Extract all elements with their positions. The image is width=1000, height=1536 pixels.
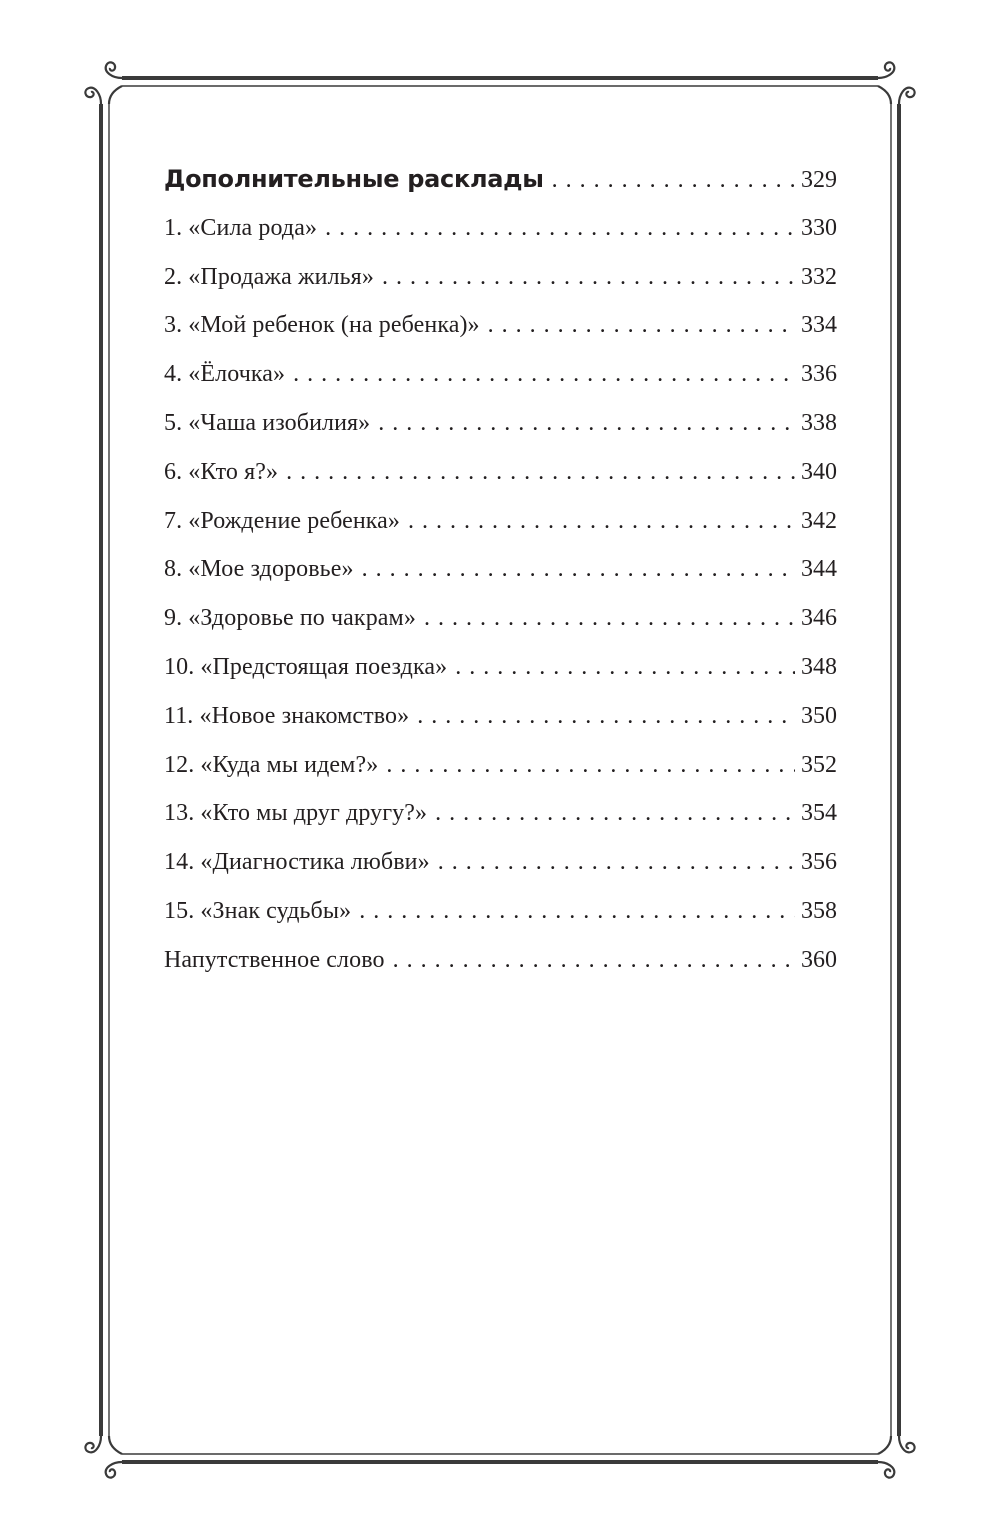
- toc-entry-title: 9. «Здоровье по чакрам»: [164, 605, 416, 632]
- toc-items: [164, 204, 837, 985]
- toc-entry[interactable]: [164, 594, 837, 643]
- toc-entry[interactable]: [164, 448, 837, 497]
- toc-entry-page: 334: [801, 312, 837, 339]
- toc-entry-title: 13. «Кто мы друг другу?»: [164, 800, 428, 827]
- toc-entry[interactable]: [164, 253, 837, 302]
- toc-entry-title: 2. «Продажа жилья»: [164, 263, 374, 290]
- toc-entry-title: 1. «Сила рода»: [164, 214, 318, 241]
- toc-entry[interactable]: [164, 789, 837, 838]
- toc-entry[interactable]: [164, 692, 837, 741]
- dot-leader: [293, 350, 795, 399]
- dot-leader: [359, 887, 795, 936]
- toc-entry[interactable]: [164, 350, 837, 399]
- dot-leader: [435, 789, 795, 838]
- corner-ornament-bottom-right: [878, 1436, 915, 1478]
- toc-entry-page: 354: [801, 800, 837, 827]
- toc-entry-title: 6. «Кто я?»: [164, 458, 279, 485]
- toc-entry-page: 338: [801, 409, 837, 436]
- toc-entry-page: 360: [801, 946, 837, 973]
- toc-entry-title: Напутственное слово: [164, 946, 385, 973]
- dot-leader: [488, 301, 795, 350]
- toc-entry-page: 344: [801, 556, 837, 583]
- toc-heading[interactable]: [164, 155, 837, 204]
- toc-entry-page: 356: [801, 849, 837, 876]
- toc-entry-title: 12. «Куда мы идем?»: [164, 751, 379, 778]
- dot-leader: [455, 643, 795, 692]
- toc-entry-page: 358: [801, 897, 837, 924]
- dot-leader: [417, 692, 795, 741]
- dot-leader: [424, 594, 795, 643]
- dot-leader: [552, 156, 795, 205]
- toc-entry-title: 5. «Чаша изобилия»: [164, 409, 371, 436]
- dot-leader: [362, 545, 795, 594]
- toc-entry[interactable]: [164, 301, 837, 350]
- dot-leader: [378, 399, 795, 448]
- table-of-contents: [164, 155, 837, 985]
- toc-entry-title: 11. «Новое знакомство»: [164, 702, 410, 729]
- dot-leader: [386, 741, 795, 790]
- toc-entry[interactable]: [164, 497, 837, 546]
- corner-ornament-top-right: [878, 62, 915, 104]
- toc-heading-title: Дополнительные расклады: [164, 165, 544, 193]
- toc-entry-page: 346: [801, 605, 837, 632]
- dot-leader: [393, 936, 795, 985]
- dot-leader: [286, 448, 795, 497]
- toc-entry-title: 10. «Предстоящая поездка»: [164, 653, 448, 680]
- toc-entry-page: 348: [801, 653, 837, 680]
- toc-entry[interactable]: [164, 204, 837, 253]
- toc-entry-title: 4. «Ёлочка»: [164, 361, 286, 388]
- toc-entry-title: 15. «Знак судьбы»: [164, 897, 352, 924]
- toc-entry[interactable]: [164, 741, 837, 790]
- toc-entry-page: 336: [801, 361, 837, 388]
- toc-heading-page: 329: [801, 167, 837, 193]
- dot-leader: [382, 253, 795, 302]
- toc-entry-page: 352: [801, 751, 837, 778]
- toc-entry[interactable]: [164, 838, 837, 887]
- toc-entry[interactable]: [164, 399, 837, 448]
- dot-leader: [408, 497, 795, 546]
- dot-leader: [438, 838, 795, 887]
- toc-entry-title: 7. «Рождение ребенка»: [164, 507, 401, 534]
- toc-entry[interactable]: [164, 936, 837, 985]
- toc-entry-title: 14. «Диагностика любви»: [164, 849, 430, 876]
- toc-entry-page: 350: [801, 702, 837, 729]
- toc-entry-page: 332: [801, 263, 837, 290]
- toc-entry[interactable]: [164, 643, 837, 692]
- toc-entry[interactable]: [164, 887, 837, 936]
- toc-entry-page: 342: [801, 507, 837, 534]
- corner-ornament-top-left: [85, 62, 122, 104]
- toc-entry-page: 330: [801, 214, 837, 241]
- toc-entry[interactable]: [164, 545, 837, 594]
- toc-entry-page: 340: [801, 458, 837, 485]
- toc-entry-title: 3. «Мой ребенок (на ребенка)»: [164, 312, 480, 339]
- corner-ornament-bottom-left: [85, 1436, 122, 1478]
- toc-entry-title: 8. «Мое здоровье»: [164, 556, 354, 583]
- dot-leader: [325, 204, 795, 253]
